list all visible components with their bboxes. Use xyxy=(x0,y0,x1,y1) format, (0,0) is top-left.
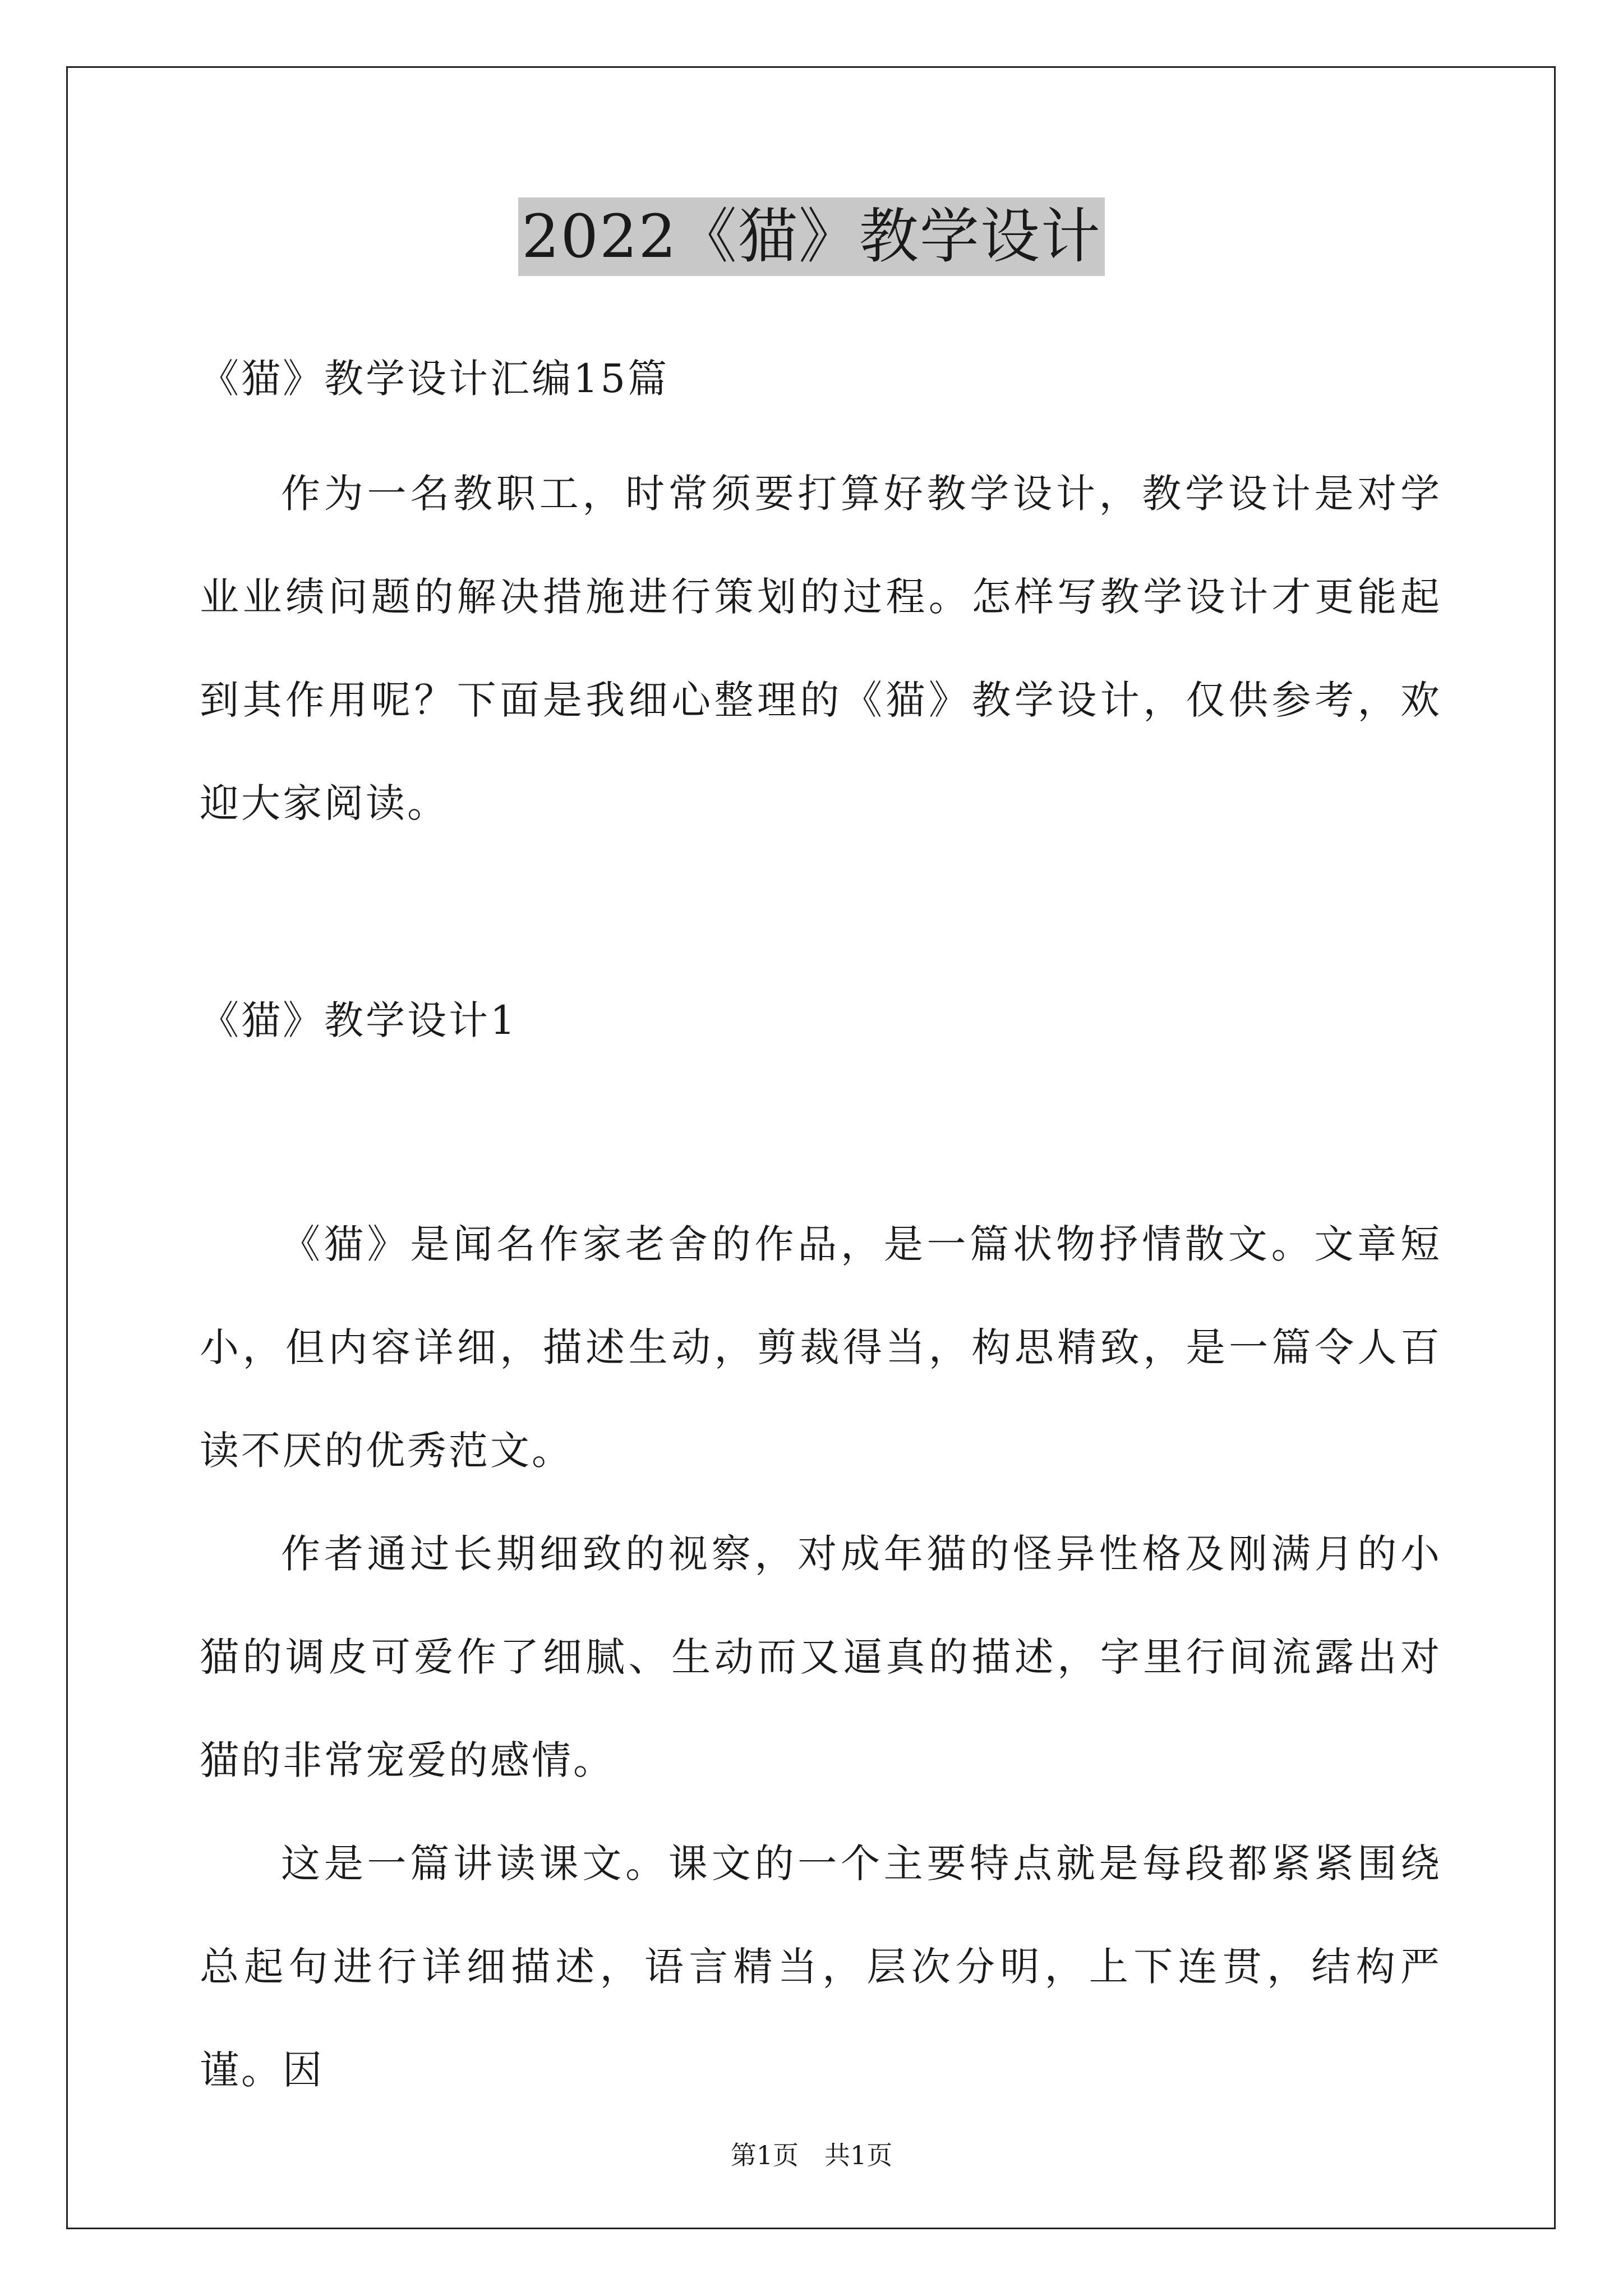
page-number: 第1页 共1页 xyxy=(730,2140,893,2170)
section-heading: 《猫》教学设计1 xyxy=(200,997,518,1043)
intro-paragraph: 作为一名教职工，时常须要打算好教学设计，教学设计是对学业业绩问题的解决措施进行策划的过程。怎样写教学设计才更能起到其作用呢？下面是我细心整理的《猫》教学设计，仅供参考，欢迎大家阅读。 xyxy=(200,471,1442,826)
body-paragraph-2: 作者通过长期细致的视察，对成年猫的怪异性格及刚满月的小猫的调皮可爱作了细腻、生动而又逼真的描述，字里行间流露出对猫的非常宠爱的感情。 xyxy=(200,1531,1442,1783)
document-subtitle: 《猫》教学设计汇编15篇 xyxy=(200,356,670,402)
body-paragraph-3: 这是一篇讲读课文。课文的一个主要特点就是每段都紧紧围绕总起句进行详细描述，语言精当，层次分明，上下连贯，结构严谨。因 xyxy=(200,1841,1442,2093)
document-title: 2022《猫》教学设计 xyxy=(518,197,1105,276)
body-paragraph-1: 《猫》是闻名作家老舍的作品，是一篇状物抒情散文。文章短小，但内容详细，描述生动，剪裁得当，构思精致，是一篇令人百读不厌的优秀范文。 xyxy=(200,1221,1442,1474)
title-container xyxy=(0,197,1623,276)
page-footer xyxy=(0,2138,1623,2172)
